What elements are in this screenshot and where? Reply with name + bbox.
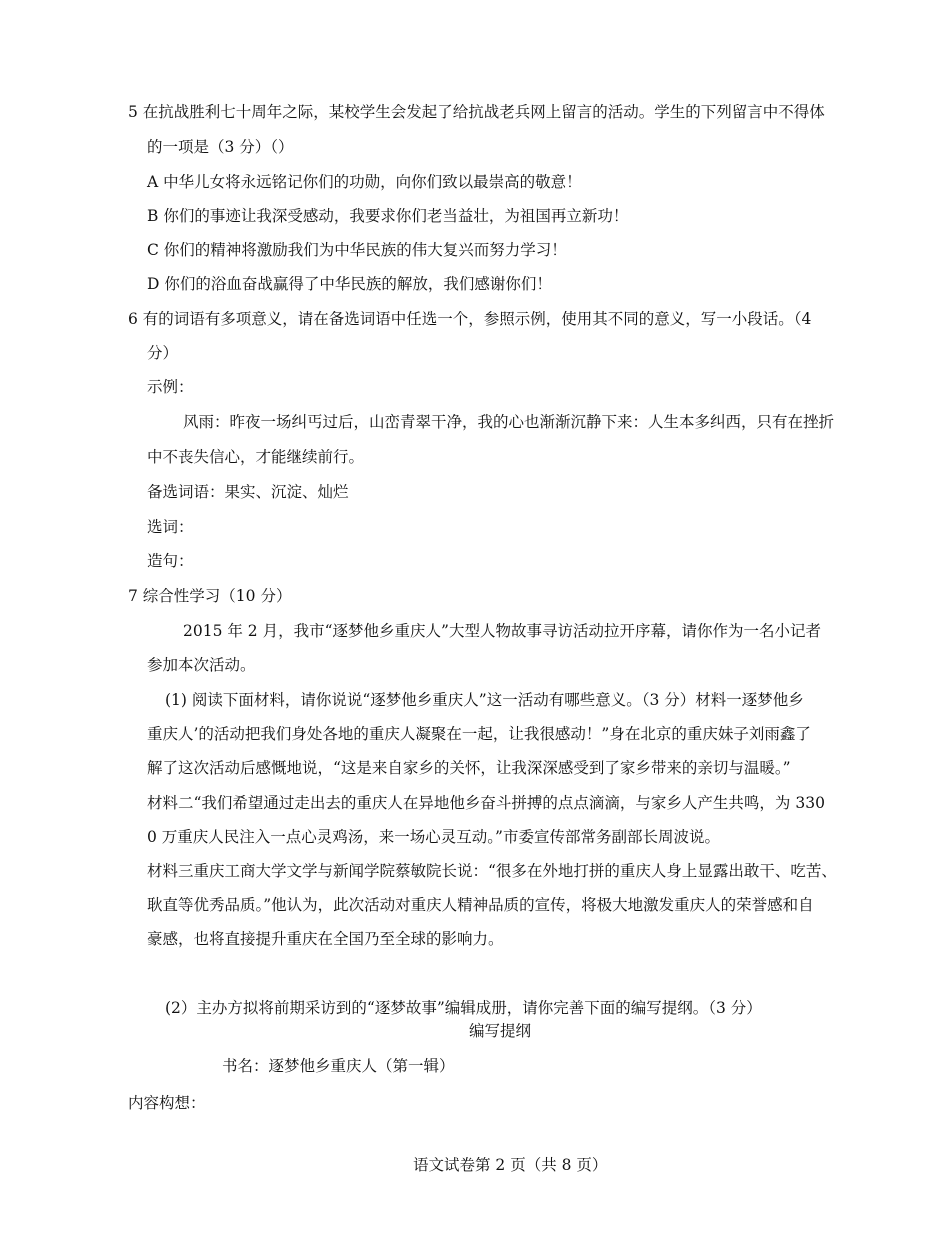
- q5-option-b: B 你们的事迹让我深受感动，我要求你们老当益壮，为祖国再立新功！: [147, 207, 629, 225]
- q6-stem-line-1: 6 有的词语有多项意义，请在备选词语中任选一个，参照示例，使用其不同的意义，写一小段话。（4: [128, 310, 812, 328]
- q7-part1-line-1: (1) 阅读下面材料，请你说说“逐梦他乡重庆人”这一活动有哪些意义。（3 分）材料一逐梦他乡: [165, 691, 804, 709]
- q7-intro-line-2: 参加本次活动。: [147, 656, 256, 674]
- q7-material3-line-3: 豪感，也将直接提升重庆在全国乃至全球的影响力。: [147, 930, 504, 948]
- q7-intro-line-1: 2015 年 2 月，我市“逐梦他乡重庆人”大型人物故事寻访活动拉开序幕，请你作为一名小记者: [183, 622, 821, 640]
- q7-material2-line-1: 材料二“我们希望通过走出去的重庆人在异地他乡奋斗拼搏的点点滴滴，与家乡人产生共鸣，为 330: [147, 794, 825, 812]
- q5-option-c: C 你们的精神将激励我们为中华民族的伟大复兴而努力学习！: [147, 241, 567, 259]
- page-footer: 语文试卷第 2 页（共 8 页）: [413, 1156, 608, 1174]
- q7-material2-line-2: 0 万重庆人民注入一点心灵鸡汤，来一场心灵互动。”市委宣传部常务副部长周波说。: [147, 828, 720, 846]
- q6-example-label: 示例：: [147, 378, 194, 396]
- q6-choose-word: 选词：: [147, 518, 194, 536]
- q7-part1-line-3: 解了这次活动后感慨地说，“这是来自家乡的关怀，让我深深感受到了家乡带来的亲切与温暖。”: [147, 759, 791, 777]
- q6-example-line-1: 风雨：昨夜一场纠丐过后，山峦青翠干净，我的心也渐渐沉静下来：人生本多纠西，只有在挫折: [183, 413, 835, 431]
- q6-stem-line-2: 分）: [147, 344, 179, 362]
- q6-example-line-2: 中不丧失信心，才能继续前行。: [147, 448, 365, 466]
- q7-book-name: 书名：逐梦他乡重庆人（第一辑）: [222, 1057, 455, 1075]
- q7-outline-title: 编写提纲: [469, 1022, 532, 1040]
- q7-title: 7 综合性学习（10 分）: [128, 587, 292, 605]
- q7-material3-line-1: 材料三重庆工商大学文学与新闻学院蔡敏院长说：“很多在外地打拼的重庆人身上显露出敢干、吃苦、: [147, 862, 837, 880]
- q5-stem-line-2: 的一项是（3 分）（）: [147, 138, 294, 156]
- q6-candidate-words: 备选词语：果实、沉淀、灿烂: [147, 483, 349, 501]
- q5-stem-line-1: 5 在抗战胜利七十周年之际，某校学生会发起了给抗战老兵网上留言的活动。学生的下列留言中不得体: [128, 103, 825, 121]
- q5-option-d: D 你们的浴血奋战赢得了中华民族的解放，我们感谢你们！: [147, 275, 552, 293]
- q5-option-a: A 中华儿女将永远铭记你们的功勋，向你们致以最崇高的敬意！: [147, 173, 582, 191]
- q7-part2: (2）主办方拟将前期采访到的“逐梦故事”编辑成册，请你完善下面的编写提纲。（3 分）: [165, 999, 762, 1017]
- q7-part1-line-2: 重庆人’的活动把我们身处各地的重庆人凝聚在一起，让我很感动！”身在北京的重庆妹子刘雨鑫了: [147, 725, 811, 743]
- q6-make-sentence: 造句：: [147, 552, 194, 570]
- q7-content-plan: 内容构想：: [128, 1094, 206, 1112]
- q7-material3-line-2: 耿直等优秀品质。”他认为，此次活动对重庆人精神品质的宣传，将极大地激发重庆人的荣誉感和自: [147, 896, 814, 914]
